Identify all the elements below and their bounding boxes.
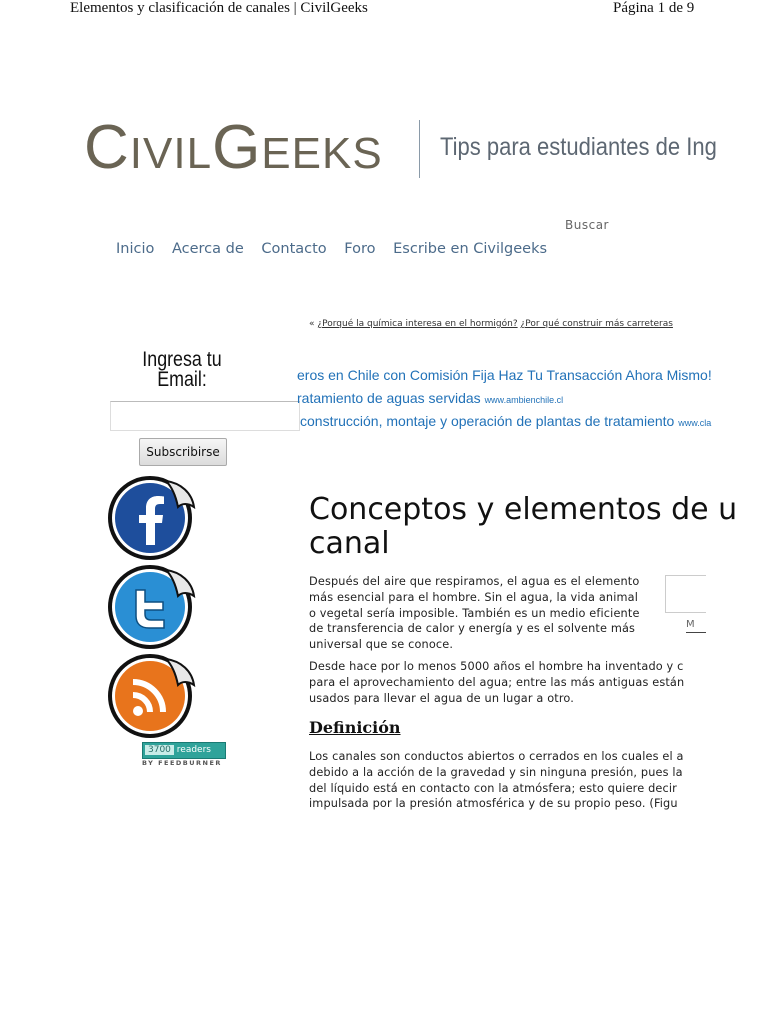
logo-letter-c: C xyxy=(84,113,130,182)
main-nav xyxy=(116,241,560,257)
text-line: de transferencia de calor y energía y es el solvente más xyxy=(309,622,636,636)
ad-url: www.cla xyxy=(678,418,712,428)
ad-text: eros en Chile con Comisión Fija Haz Tu Transacción Ahora Mismo! xyxy=(297,367,712,383)
print-header-title: Elementos y clasificación de canales | CivilGeeks xyxy=(70,0,368,16)
facebook-icon[interactable] xyxy=(106,473,196,563)
rss-icon[interactable] xyxy=(106,651,196,741)
article-paragraph-3 xyxy=(309,749,684,812)
logo-text-ivil: IVIL xyxy=(129,129,213,178)
nav-item-escribe[interactable]: Escribe en Civilgeeks xyxy=(393,241,548,257)
text-line: impulsada por la presión atmosférica y de su propio peso. (Figu xyxy=(309,797,678,811)
ad-link-1[interactable] xyxy=(297,367,712,383)
logo-divider xyxy=(419,120,420,178)
logo-text-eeks: EEKS xyxy=(261,129,383,178)
text-line: más esencial para el hombre. Sin el agua, la vida animal xyxy=(309,590,639,604)
section-heading-definicion: Definición xyxy=(309,718,401,737)
post-navigation xyxy=(309,319,673,329)
email-input[interactable] xyxy=(110,401,300,431)
nav-item-foro[interactable]: Foro xyxy=(344,241,376,257)
nav-item-acerca-de[interactable]: Acerca de xyxy=(171,241,244,257)
text-line: Desde hace por lo menos 5000 años el hombre ha inventado y c xyxy=(309,660,684,673)
side-widget-label: M xyxy=(686,619,706,633)
nav-item-contacto[interactable]: Contacto xyxy=(261,241,327,257)
ad-text: ratamiento de aguas servidas xyxy=(297,390,481,406)
article-title-line2: canal xyxy=(309,526,390,561)
post-nav-prefix: « xyxy=(309,319,318,329)
readers-count: 3700 xyxy=(145,745,174,755)
text-line: Los canales son conductos abiertos o cerrados en los cuales el a xyxy=(309,750,684,763)
twitter-icon[interactable] xyxy=(106,562,196,652)
ad-link-3[interactable] xyxy=(300,413,711,429)
side-widget-box xyxy=(665,575,706,613)
article-paragraph-2 xyxy=(309,659,684,706)
logo-letter-g: G xyxy=(212,113,262,182)
print-header-page: Página 1 de 9 xyxy=(613,0,695,16)
article-paragraph-1 xyxy=(309,574,640,653)
article-title-line1: Conceptos y elementos de u xyxy=(309,492,738,527)
email-title-line2: Email: xyxy=(157,368,207,391)
ad-url: www.ambienchile.cl xyxy=(484,395,564,405)
text-line: Después del aire que respiramos, el agua es el elemento xyxy=(309,575,640,588)
site-logo[interactable] xyxy=(84,112,383,183)
nav-item-inicio[interactable]: Inicio xyxy=(116,241,155,257)
text-line: universal que se conoce. xyxy=(309,638,454,652)
search-label[interactable]: Buscar xyxy=(565,218,609,232)
email-title-line1: Ingresa tu xyxy=(142,348,222,371)
text-line: usados para llevar el agua de un lugar a otro. xyxy=(309,691,575,705)
subscribe-button[interactable]: Subscribirse xyxy=(139,438,227,466)
text-line: para el aprovechamiento del agua; entre las más antiguas están xyxy=(309,675,685,689)
readers-label: readers xyxy=(176,745,211,755)
ad-link-2[interactable] xyxy=(297,390,563,406)
text-line: debido a la acción de la gravedad y sin ninguna presión, pues la xyxy=(309,765,683,779)
text-line: o vegetal sería imposible. También es un medio eficiente xyxy=(309,606,640,620)
prev-post-link[interactable]: ¿Porqué la química interesa en el hormigón? xyxy=(317,319,518,329)
site-tagline: Tips para estudiantes de Ing xyxy=(440,133,717,161)
next-post-link[interactable]: ¿Por qué construir más carreteras xyxy=(520,319,673,329)
email-signup-title xyxy=(123,350,242,390)
readers-by-label: BY FEEDBURNER xyxy=(142,759,222,767)
article-title xyxy=(309,493,737,561)
feedburner-readers-badge[interactable] xyxy=(142,742,226,767)
text-line: del líquido está en contacto con la atmósfera; esto quiere decir xyxy=(309,781,677,795)
ad-text: construcción, montaje y operación de plantas de tratamiento xyxy=(300,413,675,429)
